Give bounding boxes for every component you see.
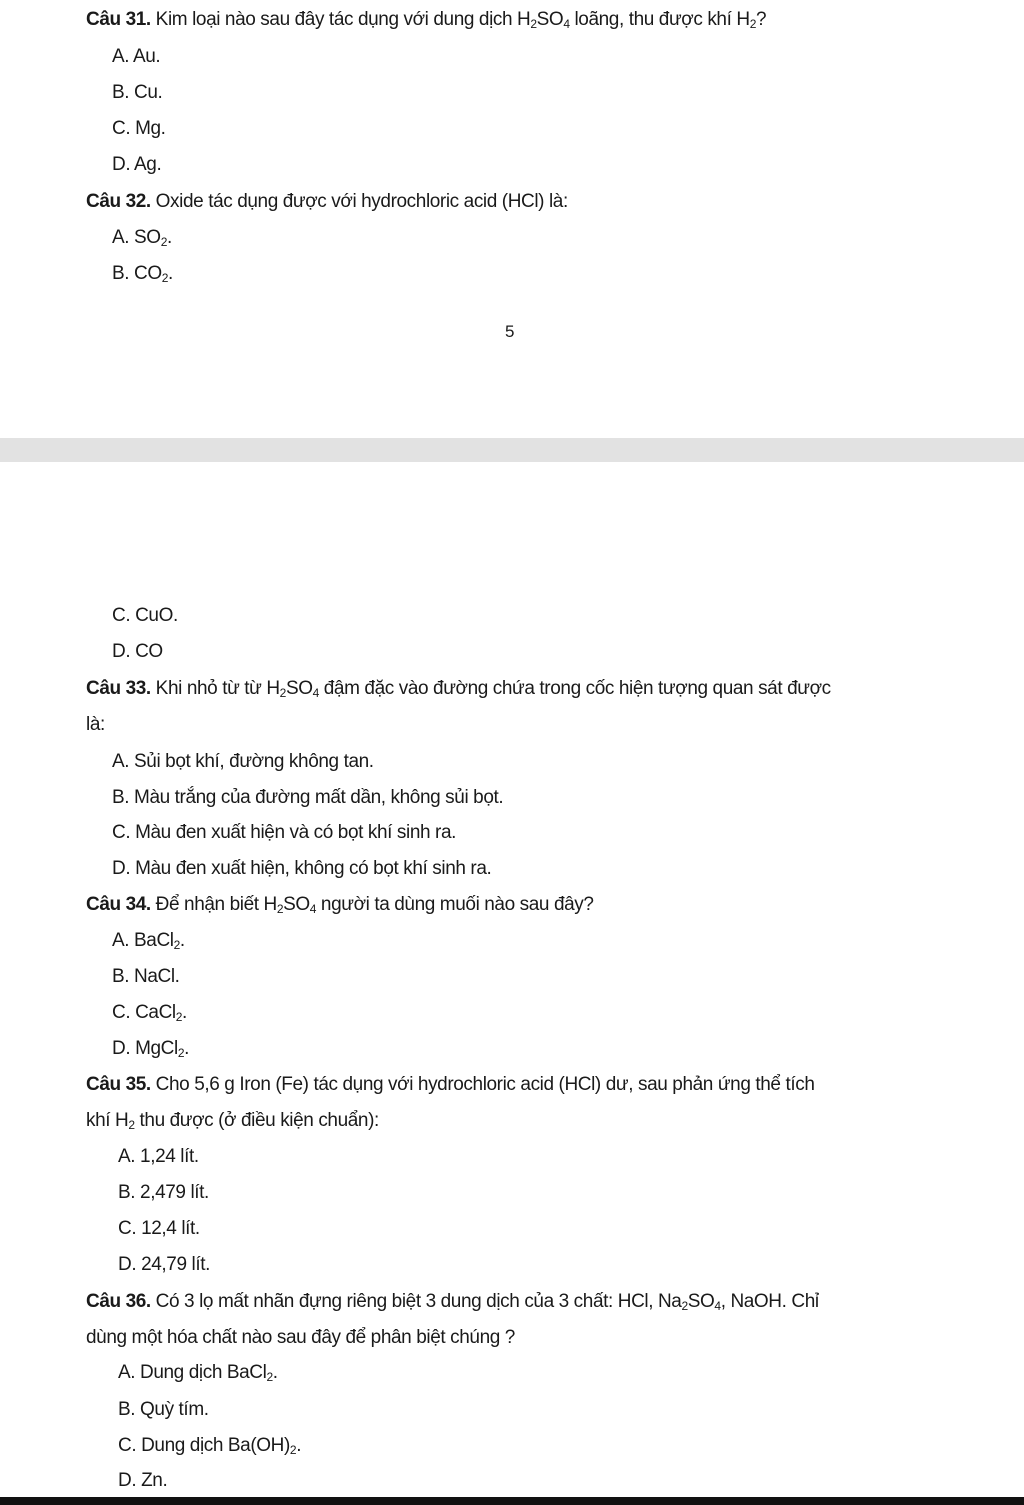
option-a: A. Sủi bọt khí, đường không tan. — [112, 751, 374, 772]
question-36: Câu 36. Có 3 lọ mất nhãn đựng riêng biệt 3 dung dịch của 3 chất: HCl, $Na_2SO_4$, NaOH. Chỉ — [86, 1291, 819, 1313]
option-c: C. CaCl$_2$. — [112, 1002, 187, 1024]
option-a: A. $SO_2$. — [112, 227, 172, 249]
option-d: D. Ag. — [112, 154, 162, 175]
page-separator — [0, 438, 1024, 462]
option-a: A. BaCl$_2$. — [112, 930, 185, 952]
option-a: A. Dung dịch BaCl$_2$. — [118, 1362, 278, 1384]
question-number: Câu 32. — [86, 191, 151, 212]
question-33-continued: là: — [86, 714, 105, 735]
question-32: Câu 32. Oxide tác dụng được với hydrochloric acid (HCl) là: — [86, 191, 568, 212]
question-34: Câu 34. Để nhận biết $H_2SO_4$ người ta dùng muối nào sau đây? — [86, 894, 594, 916]
question-number: Câu 34. — [86, 894, 151, 915]
option-b: B. Quỳ tím. — [118, 1399, 209, 1420]
question-33: Câu 33. Khi nhỏ từ từ $H_2SO_4$ đậm đặc vào đường chứa trong cốc hiện tượng quan sát được — [86, 678, 831, 700]
question-35: Câu 35. Cho 5,6 g Iron (Fe) tác dụng với hydrochloric acid (HCl) dư, sau phản ứng thể tích — [86, 1074, 815, 1095]
option-c: C. Dung dịch $Ba(OH)_2$. — [118, 1435, 302, 1457]
option-c: C. 12,4 lít. — [118, 1218, 200, 1239]
page-1 — [0, 0, 1024, 438]
option-d: D. 24,79 lít. — [118, 1254, 210, 1275]
question-31: Câu 31. Kim loại nào sau đây tác dụng với dung dịch $H_2SO_4$ loãng, thu được khí $H_2$? — [86, 9, 767, 31]
page-number: 5 — [505, 322, 515, 341]
option-d: D. MgCl$_2$. — [112, 1038, 189, 1060]
option-a: A. Au. — [112, 46, 161, 67]
option-b: B. Cu. — [112, 82, 163, 103]
question-number: Câu 35. — [86, 1074, 151, 1095]
question-36-continued: dùng một hóa chất nào sau đây để phân biệt chúng ? — [86, 1327, 515, 1348]
option-c: C. CuO. — [112, 605, 178, 626]
question-number: Câu 33. — [86, 678, 151, 699]
question-number: Câu 31. — [86, 9, 151, 30]
option-a: A. 1,24 lít. — [118, 1146, 199, 1167]
option-c: C. Mg. — [112, 118, 166, 139]
bottom-bar — [0, 1497, 1024, 1505]
question-number: Câu 36. — [86, 1291, 151, 1312]
question-35-continued: khí $H_2$ thu được (ở điều kiện chuẩn): — [86, 1110, 379, 1132]
option-b: B. 2,479 lít. — [118, 1182, 209, 1203]
option-d: D. CO — [112, 641, 163, 662]
option-c: C. Màu đen xuất hiện và có bọt khí sinh ra. — [112, 822, 457, 843]
option-b: B. Màu trắng của đường mất dần, không sủi bọt. — [112, 787, 504, 808]
option-b: B. NaCl. — [112, 966, 180, 987]
option-d: D. Màu đen xuất hiện, không có bọt khí sinh ra. — [112, 858, 492, 879]
page-2 — [0, 462, 1024, 1497]
option-d: D. Zn. — [118, 1470, 168, 1491]
option-b: B. $CO_2$. — [112, 263, 173, 285]
